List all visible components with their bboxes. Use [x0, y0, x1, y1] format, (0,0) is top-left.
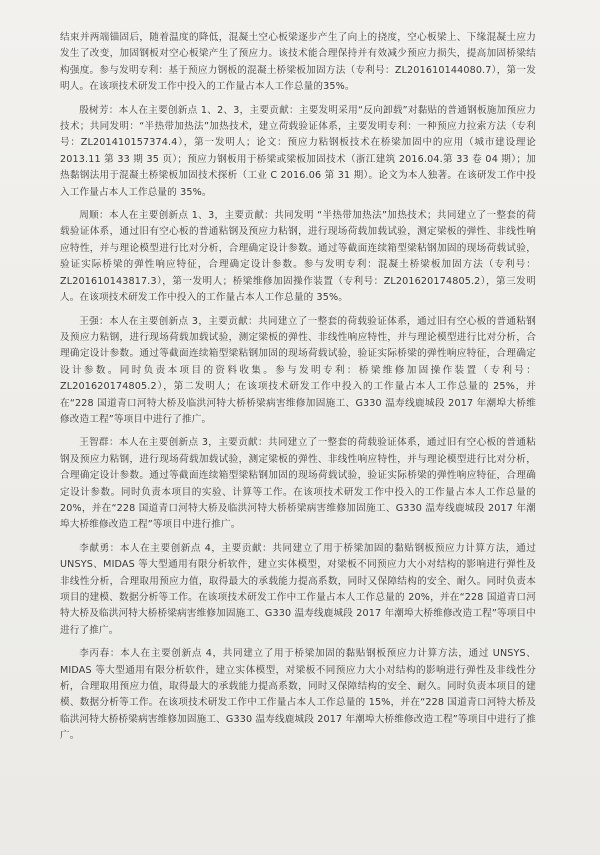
- paragraph-contributor-3: 王强：本人在主要创新点 3，主要贡献：共同建立了一整套的荷载验证体系，通过旧有空心板的普通粘钢及预应力粘钢，进行现场荷载加载试验，测定梁板的弹性、非线性响应特性，并与理论模型进行比对分析，合理确定设计参数。通过等截面连续箱型梁粘钢加固的现场荷载试验，验证实际桥梁的弹性响应特征，合理确定设计参数。同时负责本项目的资料收集。参与发明专利：桥梁维修加固操作装置（专利号：ZL201620174805.2），第二发明人；在该项技术研发工作中投入的工作量占本人工作总量的 25%，并在“228 国道青口河特大桥及临洪河特大桥桥梁病害维修加固施工、G330 温寿线鹿城段 2017 年潮埠大桥维修改造工程”等项目中进行了推广。: [60, 315, 536, 425]
- paragraph-contributor-5: 李献勇：本人在主要创新点 4，主要贡献：共同建立了用于桥梁加固的黏贴钢板预应力计算方法，通过 UNSYS、MIDAS 等大型通用有限分析软件，建立实体模型，对梁板不同预应力大小对结构的影响进行弹性及非线性分析，合理取用预应力值，取得最大的承载能力提高系数，同时又保障结构的安全、耐久。同时负责本项目的建模、数据分析等工作。在该项技术研发工作中工作量占本人工作总量的 20%，并在“228 国道青口河特大桥及临洪河特大桥桥梁病害维修加固施工、G330 温寿线鹿城段 2017 年潮埠大桥维修改造工程”等项目中进行了推广。: [60, 542, 536, 636]
- paragraph-continuation: 结束并两端锚固后，随着温度的降低，混凝土空心板梁逐步产生了向上的挠度，空心板梁上、下缘混凝土应力发生了改变，加固钢板对空心板梁产生了预应力。该技术能合理保持并有效减少预应力损失，提高加固桥梁结构强度。参与发明专利：基于预应力钢板的混凝土桥梁板加固方法（专利号：ZL201610144080.7），第一发明人。在该项技术研发工作中投入的工作量占本人工作总量的35%。: [60, 32, 536, 93]
- paragraph-contributor-1: 殷树芳：本人在主要创新点 1、2、3，主要贡献：主要发明采用“反向卸载”对黏贴的普通钢板施加预应力技术；共同发明：“半热带加热法”加热技术，建立荷载验证体系，主要发明专利：一种预应力拉索方法（专利号：ZL201410157374.4），第一发明人；论文：预应力粘钢板技术在桥梁加固中的应用（城市建设理论 2013.11 第 33 期 35 页）；预应力钢板用于桥梁或梁板加固技术（浙江建筑 2016.04.第 33 卷 04 期）；加热黏钢法用于混凝土桥梁板加固技术探析（工业 C 2016.06 第 31 期）。论文为本人独著。在该研发工作中投入工作量占本人工作总量的 35%。: [60, 104, 536, 198]
- paragraph-contributor-6: 李丙春：本人在主要创新点 4，共同建立了用于桥梁加固的黏贴钢板预应力计算方法，通过 UNSYS、MIDAS 等大型通用有限分析软件，建立实体模型，对梁板不同预应力大小对结构的影响进行弹性及非线性分析，合理取用预应力值，取得最大的承载能力提高系数，同时又保障结构的安全、耐久。同时负责本项目的建模、数据分析等工作。在该项技术研发工作中工作量占本人工作总量的 15%，并在“228 国道青口河特大桥及临洪河特大桥桥梁病害维修加固施工、G330 温寿线鹿城段 2017 年潮埠大桥维修改造工程”等项目中进行了推广。: [60, 648, 536, 742]
- paragraph-contributor-4: 王智群：本人在主要创新点 3，主要贡献：共同建立了一整套的荷载验证体系，通过旧有空心板的普通粘钢及预应力粘钢，进行现场荷载加载试验，测定梁板的弹性、非线性响应特性，并与理论模型进行比对分析，合理确定设计参数。通过等截面连续箱型梁粘钢加固的现场荷载试验，验证实际桥梁的弹性响应特征，合理确定设计参数。同时负责本项目的实验、计算等工作。在该项技术研发工作中投入的工作量占本人工作总量的 20%，并在“228 国道青口河特大桥及临洪河特大桥桥梁病害维修加固施工、G330 温寿线鹿城段 2017 年潮埠大桥维修改造工程”等项目中进行推广。: [60, 437, 536, 531]
- paragraph-contributor-2: 周顺：本人在主要创新点 1、3，主要贡献：共同发明 “半热带加热法”加热技术；共同建立了一整套的荷载验证体系，通过旧有空心板的普通粘钢及预应力粘钢，进行现场荷载加载试验，测定梁板的弹性、非线性响应特性，并与理论模型进行比对分析，合理确定设计参数。通过等截面连续箱型梁粘钢加固的现场荷载试验，验证实际桥梁的弹性响应特征，合理确定设计参数。参与发明专利：混凝土桥梁板加固方法（专利号：ZL201610143817.3），第一发明人；桥梁维修加固操作装置（专利号：ZL201620174805.2），第三发明人。在该项技术研发工作中投入的工作量占本人工作总量的 35%。: [60, 210, 536, 304]
